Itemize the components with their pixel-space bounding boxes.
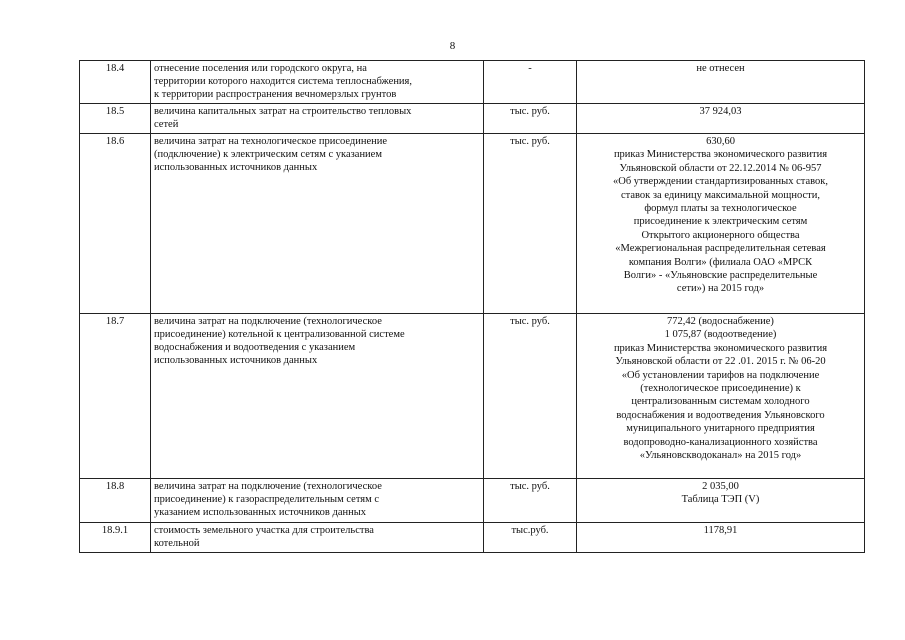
value-line: Волги» - «Ульяновские распределительные	[623, 270, 818, 282]
description-line: присоединение) к газораспределительным сетям с	[154, 494, 380, 505]
table-row	[80, 523, 865, 553]
description-line: величина затрат на подключение (технологическое	[154, 481, 382, 492]
parameters-table	[79, 60, 865, 553]
value-line: 1 075,87 (водоотведение)	[664, 329, 777, 341]
value-line: приказ Министерства экономического развития	[613, 149, 828, 161]
value-line: 1178,91	[703, 525, 738, 536]
value-line: (технологическое присоединение) к	[640, 383, 801, 395]
row-value	[577, 134, 865, 314]
description-line: к территории распространения вечномерзлых грунтов	[154, 89, 397, 100]
value-line: Таблица ТЭП (V)	[681, 494, 760, 505]
description-line: величина затрат на подключение (технологическое	[154, 316, 382, 327]
row-value	[577, 314, 865, 479]
value-line: «Об утверждении стандартизированных ставок,	[613, 176, 828, 188]
row-description	[151, 523, 484, 553]
value-line: водоснабжения и водоотведения Ульяновского	[616, 409, 825, 421]
description-line: использованных источников данных	[154, 162, 318, 173]
row-number: 18.6	[80, 134, 151, 314]
value-line: 2 035,00	[702, 481, 739, 492]
value-line: водопроводно-канализационного хозяйства	[623, 436, 818, 448]
value-line: 772,42 (водоснабжение)	[667, 316, 774, 327]
description-line: величина затрат на технологическое присоединение	[154, 136, 388, 147]
row-unit: тыс. руб.	[484, 104, 577, 134]
description-line: величина капитальных затрат на строительство тепловых	[154, 106, 412, 117]
value-line: 630,60	[706, 136, 735, 147]
row-description	[151, 134, 484, 314]
value-line: Ульяновской области от 22 .01. 2015 г. № 06-20	[615, 356, 826, 368]
table-row	[80, 479, 865, 523]
table-row	[80, 104, 865, 134]
value-line: приказ Министерства экономического развития	[613, 342, 828, 354]
row-value	[577, 523, 865, 553]
value-line: муниципального унитарного предприятия	[626, 423, 815, 435]
value-line: формул платы за технологическое	[644, 203, 797, 215]
row-number: 18.9.1	[80, 523, 151, 553]
value-line: ставок за единицу максимальной мощности,	[621, 189, 820, 201]
description-line: (подключение) к электрическим сетям с указанием	[154, 149, 382, 160]
row-number: 18.5	[80, 104, 151, 134]
description-line: присоединение) котельной к централизованной системе	[154, 329, 405, 340]
row-description	[151, 104, 484, 134]
description-line: использованных источников данных	[154, 355, 318, 366]
value-line: сети») на 2015 год»	[676, 283, 765, 295]
row-number: 18.7	[80, 314, 151, 479]
value-line: Ульяновской области от 22.12.2014 № 06-957	[619, 162, 822, 174]
row-value	[577, 61, 865, 104]
row-unit: -	[484, 61, 577, 104]
description-line: стоимость земельного участка для строительства	[154, 525, 374, 536]
row-unit: тыс. руб.	[484, 479, 577, 523]
row-unit: тыс.руб.	[484, 523, 577, 553]
row-description	[151, 314, 484, 479]
value-line: «Межрегиональная распределительная сетевая	[615, 243, 826, 255]
value-line: централизованным системам холодного	[631, 396, 810, 408]
row-number: 18.4	[80, 61, 151, 104]
value-line: компания Волги» (филиала ОАО «МРСК	[628, 256, 813, 268]
row-description	[151, 61, 484, 104]
description-line: котельной	[154, 538, 200, 549]
description-line: отнесение поселения или городского округа, на	[154, 63, 367, 74]
table-row	[80, 61, 865, 104]
table-row	[80, 134, 865, 314]
row-description	[151, 479, 484, 523]
row-value	[577, 479, 865, 523]
value-line: «Ульяновскводоканал» на 2015 год»	[639, 450, 802, 462]
value-line: не отнесен	[696, 63, 745, 74]
description-line: указанием использованных источников данных	[154, 507, 367, 518]
row-number: 18.8	[80, 479, 151, 523]
value-line: Открытого акционерного общества	[641, 229, 800, 241]
row-unit: тыс. руб.	[484, 134, 577, 314]
table-row	[80, 314, 865, 479]
row-unit: тыс. руб.	[484, 314, 577, 479]
page-number: 8	[449, 40, 456, 52]
value-line: «Об установлении тарифов на подключение	[621, 369, 820, 381]
description-line: водоснабжения и водоотведения с указанием	[154, 342, 356, 353]
description-line: сетей	[154, 119, 179, 130]
row-value	[577, 104, 865, 134]
value-line: 37 924,03	[699, 106, 742, 117]
description-line: территории которого находится система теплоснабжения,	[154, 76, 413, 87]
value-line: присоединение к электрическим сетям	[633, 216, 808, 228]
